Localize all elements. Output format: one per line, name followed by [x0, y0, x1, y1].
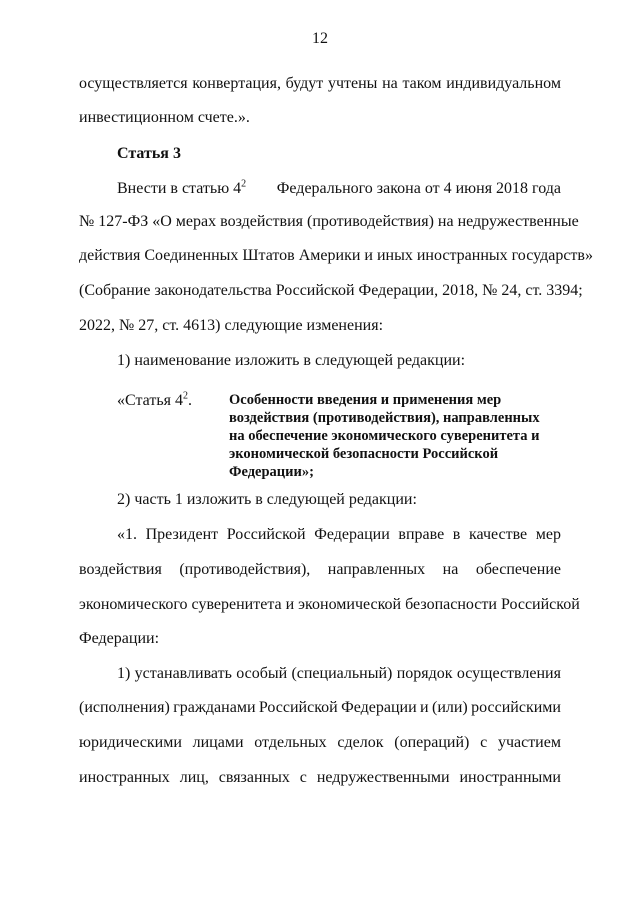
- word: конвертация,: [192, 75, 281, 92]
- word: особый: [236, 665, 288, 682]
- word: мер: [535, 526, 561, 543]
- word: лицами: [192, 734, 244, 751]
- word: на: [442, 561, 459, 578]
- word: лиц,: [179, 769, 209, 786]
- article-3-intro-line-5: 2022, № 27, ст. 4613) следующие изменения:: [79, 317, 384, 334]
- word: на: [382, 75, 398, 92]
- word: гражданами: [173, 699, 256, 716]
- new-title-line: Особенности введения и применения мер: [229, 392, 502, 408]
- word: обеспечение: [475, 561, 561, 578]
- word: 1): [117, 665, 131, 682]
- word: сделок: [337, 734, 384, 751]
- word: Федерации: [341, 699, 417, 716]
- paragraph-end-line-1: [79, 74, 561, 94]
- word: с: [299, 769, 307, 786]
- word: «1.: [117, 526, 137, 543]
- part-1-line-3: экономического суверенитета и экономической безопасности Российской: [79, 596, 580, 613]
- subitem-1-line-4: [79, 768, 561, 788]
- subitem-1-line-3: [79, 733, 561, 753]
- word: связанных: [218, 769, 290, 786]
- word: осуществляется: [79, 75, 188, 92]
- item-1: 1) наименование изложить в следующей редакции:: [117, 352, 466, 369]
- new-title-line: экономической безопасности Российской: [229, 446, 499, 462]
- subitem-1-line-2: [79, 698, 561, 718]
- part-1-line-2: [79, 560, 561, 580]
- word: в: [452, 526, 461, 543]
- word: иностранными: [459, 769, 561, 786]
- word: вправе: [398, 526, 445, 543]
- word: воздействия: [79, 561, 162, 578]
- word: (специальный): [291, 665, 393, 682]
- word: устанавливать: [134, 665, 232, 682]
- article-3-intro-line-4: (Собрание законодательства Российской Федерации, 2018, № 24, ст. 3394;: [79, 282, 583, 299]
- word: Российской: [226, 526, 306, 543]
- new-title-line: Федерации»;: [229, 464, 314, 480]
- word: недружественными: [316, 769, 450, 786]
- new-title-line: воздействия (противодействия), направленных: [229, 410, 540, 426]
- word: и: [420, 699, 429, 716]
- word: Федерации: [314, 526, 390, 543]
- article-3-intro-line-2: № 127-ФЗ «О мерах воздействия (противодействия) на недружественные: [79, 213, 579, 230]
- word: таком: [402, 75, 442, 92]
- new-title-text: [229, 391, 569, 481]
- word: направленных: [327, 561, 426, 578]
- part-1-line-1: [117, 525, 561, 545]
- new-title-label: «Статья $4^2$.: [117, 390, 192, 409]
- word: порядок: [396, 665, 453, 682]
- word: Российской: [258, 699, 338, 716]
- word: иностранных: [79, 769, 170, 786]
- intro-text-after: Федерального закона от 4 июня 2018 года: [276, 180, 561, 197]
- word: юридическими: [79, 734, 182, 751]
- word: с: [480, 734, 488, 751]
- word: (противодействия),: [179, 561, 311, 578]
- intro-text-before: Внести в статью $4^2$: [117, 178, 247, 197]
- word: российскими: [471, 699, 561, 716]
- superscript: 2: [241, 178, 247, 190]
- word: отдельных: [254, 734, 327, 751]
- word: (или): [431, 699, 468, 716]
- word: осуществления: [456, 665, 561, 682]
- word: участием: [497, 734, 561, 751]
- page-number: 12: [312, 30, 328, 47]
- word: Президент: [145, 526, 219, 543]
- word: будут: [285, 75, 324, 92]
- article-3-heading: Статья 3: [117, 145, 181, 162]
- subitem-1-line-1: [117, 664, 561, 684]
- article-3-intro-line-1: [117, 179, 561, 199]
- paragraph-end-line-2: инвестиционном счете.».: [79, 109, 250, 126]
- part-1-line-4: Федерации:: [79, 630, 160, 647]
- new-title-line: на обеспечение экономического суверенитета и: [229, 428, 540, 444]
- word: качестве: [468, 526, 528, 543]
- article-3-intro-line-3: действия Соединенных Штатов Америки и иных иностранных государств»: [79, 247, 593, 264]
- word: учтены: [327, 75, 378, 92]
- item-2: 2) часть 1 изложить в следующей редакции:: [117, 491, 417, 508]
- word: (операций): [394, 734, 470, 751]
- word: индивидуальном: [446, 75, 561, 92]
- word: (исполнения): [79, 699, 170, 716]
